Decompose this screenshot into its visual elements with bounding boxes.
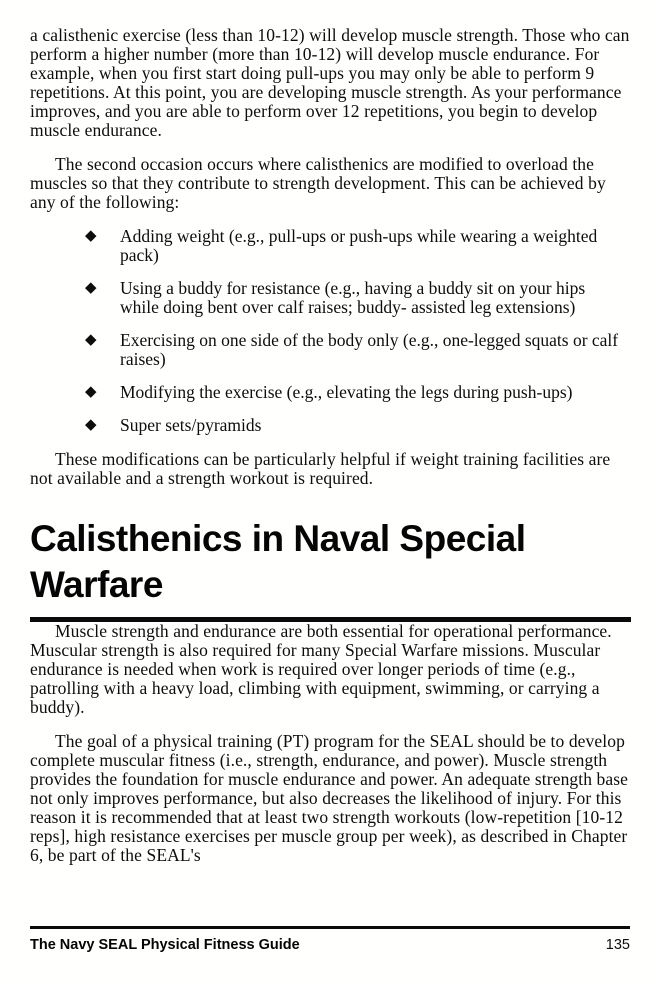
footer-row (30, 937, 630, 953)
list-item (85, 279, 631, 317)
page-footer (30, 926, 630, 953)
diamond-bullet-icon: ◆ (85, 384, 97, 400)
page-number: 135 (605, 937, 630, 953)
list-item-text: Modifying the exercise (e.g., elevating the legs during push-ups) (120, 382, 573, 402)
section-paragraph-1: Muscle strength and endurance are both essential for operational performance. Muscular strength is also required for many Special Warfare missions. Muscular endurance is needed when work is required over longer periods of time (e.g., patrolling with a heavy load, climbing with equipment, swimming, or carrying a buddy). (30, 621, 612, 717)
list-item-text: Super sets/pyramids (120, 415, 262, 435)
diamond-bullet-icon: ◆ (85, 280, 97, 296)
closing-paragraph: These modifications can be particularly helpful if weight training facilities are not available and a strength workout is required. (30, 449, 611, 488)
list-item (85, 331, 631, 369)
diamond-bullet-icon: ◆ (85, 417, 97, 433)
section-heading: Calisthenics in Naval Special Warfare (30, 518, 526, 605)
section-paragraph-2: The goal of a physical training (PT) program for the SEAL should be to develop complete muscular fitness (i.e., strength, endurance, and power). Muscle strength provides the foundation for muscle endurance and power. An adequate strength base not only improves performance, but also decreases the likelihood of injury. For this reason it is recommended that at least two strength workouts (low-repetition [10-12 reps], high resistance exercises per muscle group per week), as described in Chapter 6, be part of the SEAL's (30, 731, 629, 865)
list-item (85, 227, 631, 265)
diamond-bullet-icon: ◆ (85, 228, 97, 244)
footer-book-title: The Navy SEAL Physical Fitness Guide (30, 937, 300, 953)
intro-paragraph: a calisthenic exercise (less than 10-12) will develop muscle strength. Those who can perform a higher number (more than 10-12) will develop muscle endurance. For example, when you first start doing pull-ups you may only be able to perform 9 repetitions. At this point, you are developing muscle strength. As your performance improves, and you are able to perform over 12 repetitions, you begin to develop muscle endurance. (30, 25, 630, 140)
footer-rule (30, 926, 630, 929)
modification-bullet-list (30, 227, 631, 435)
list-item (85, 416, 631, 435)
diamond-bullet-icon: ◆ (85, 332, 97, 348)
list-item (85, 383, 631, 402)
list-item-text: Exercising on one side of the body only (e.g., one-legged squats or calf raises) (120, 330, 619, 369)
second-paragraph: The second occasion occurs where calisthenics are modified to overload the muscles so that they contribute to strength development. This can be achieved by any of the following: (30, 154, 606, 212)
list-item-text: Using a buddy for resistance (e.g., having a buddy sit on your hips while doing bent over calf raises; buddy- assisted leg extensions) (120, 278, 586, 317)
list-item-text: Adding weight (e.g., pull-ups or push-ups while wearing a weighted pack) (120, 226, 598, 265)
